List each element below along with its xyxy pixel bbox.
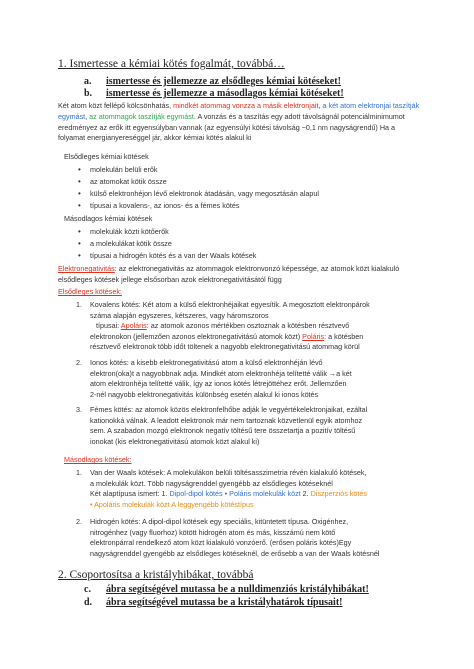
term-label: Elektronegativitás [58,264,115,273]
van-der-waals-item: Van der Waals kötések: A molekulákon belüli töltésasszimetria révén kialakuló kötések, a molekulák közt. Több nagyságrenddel gyengébb az elsődleges kötéseknél Két alaptípusa ismert: 1. Dipol-dipol kötés • Poláris molekulák közt 2. Diszperziós kötés • Apoláris molekulák közt A leggyengébb kötéstípus [90,468,430,510]
question-number: 1. [58,58,67,70]
item-number: 3. [76,405,82,414]
question-2c [84,584,369,595]
list-item: • típusai a kovalens-, az ionos- és a fémes kötés [90,201,239,210]
item-number: 2. [76,517,82,526]
highlight-orange: • Apoláris molekulák közt A leggyengébb kötéstípus [90,499,254,509]
highlight-orange: Diszperziós kötés [310,489,367,499]
highlight-blue: a két atom elektronjai taszítják egymást [58,101,420,121]
covalent-bond-item: Kovalens kötés: Két atom a külső elektronhéjaikat egyesítik. A megosztott elektronpárok száma alapján egyszeres, kétszeres, vagy háromszoros típusai: Apoláris: az atomok azonos mértékben osztoznak a kötésben résztvevő elektronokon (jellemzően azonos elektronegativitású atomok közt) Poláris: a kötésben résztvevő elektronok több időt töltenek a nagyobb elektronegativitású atommag körül [90,300,370,352]
list-item: • az atomokat kötik össze [90,177,167,186]
question-1a [84,76,341,87]
list-item: • molekulán belüli erők [90,165,158,174]
primary-bonds-title: Elsődleges kémiai kötések [64,152,149,161]
item-number: 1. [76,468,82,477]
question-1b [84,88,344,99]
item-label: d. [84,597,93,608]
term-polar: Poláris [302,331,325,341]
highlight-green: az atommagok taszítják egymást [89,111,194,121]
intro-paragraph: Két atom közt fellépő kölcsönhatás, mindkét atommag vonzza a másik elektronjait, a két atom elektronjai taszítják egymást, az atommagok taszítják egymást. A vonzás és a taszítás egy adott távolságnál potenciálminimumot eredményez az erők itt egyensúlyban vannak (az egyensúlyi kötési távolság ~0,1 nm nagyságrendű) Ha a folyamat energianyereséggel jár, akkor kémiai kötés alakul ki [58,101,420,143]
question-2d [84,597,342,608]
electronegativity-paragraph: Elektronegativitás: az elektronegativitás az atommagok elektronvonzó képessége, az atomok közt kialakuló elsődleges kötések jellege elsősorban azok elektronegativitásától függ [58,264,400,284]
hydrogen-bond-item: Hidrogén kötés: A dipol-dipol kötések egy speciális, kitüntetett típusa. Oxigénhez, nitrogénhez (vagy fluorhoz) kötött hidrogén atom és más, kisszámú nem kötő elektronpárral rendelkező atom közt kialakuló vonzóerő. (erősen poláris kötés)Egy nagyságrenddel gyengébb az elsődleges kötéseknél, de erősebb a van der Waals kötésnél [90,517,380,558]
item-label: a. [84,76,92,87]
highlight-red: mindkét atommag vonzza a másik elektronjait [173,101,319,110]
item-text: ábra segítségével mutassa be a nulldimenziós kristályhibákat! [106,584,369,595]
question-1-heading [58,58,285,70]
primary-bonds-heading: Elsődleges kötések: [58,287,122,296]
secondary-bonds-title: Másodlagos kémiai kötések [64,214,153,223]
question-2-heading [58,569,253,581]
item-text: ábra segítségével mutassa be a kristályhatárok típusait! [106,597,343,608]
list-item: • külső elektronhéjon lévő elektronok átadásán, vagy megosztásán alapul [90,189,319,198]
list-item: • molekulák közti kötőerők [90,227,169,236]
item-label: c. [84,584,91,595]
item-number: 2. [76,358,82,367]
item-label: b. [84,88,93,99]
question-title: Csoportosítsa a kristályhibákat, továbbá [69,569,254,581]
list-item: • típusai a hidrogén kötés és a van der Waals kötések [90,251,256,260]
secondary-bonds-heading: Másodlagos kötések: [64,455,132,464]
list-item: • a molekulákat kötik össze [90,239,172,248]
question-number: 2. [58,569,67,581]
highlight-blue: Dipol-dipol kötés • Poláris molekulák közt [169,489,301,499]
item-text: ismertesse és jellemezze az elsődleges kémiai kötéseket! [106,76,341,87]
item-text: ismertesse és jellemezze a másodlagos kémiai kötéseket! [106,88,344,99]
term-apolar: Apoláris [120,321,147,331]
question-title: Ismertesse a kémiai kötés fogalmát, továbbá… [69,58,285,70]
ionic-bond-item: Ionos kötés: a kisebb elektronegativitású atom a külső elektronhéján lévő elektron(oka)t a nagyobbnak adja. Mindkét atom elektronhéja telítetté válik →a két atom elektronhéja telítetté válik, így az ionos kötés létrejöttéhez erőt. Jellemzően 2-nél nagyobb elektronegativitás különbség esetén alakul ki ionos kötés [90,358,352,399]
metallic-bond-item: Fémes kötés: az atomok közös elektronfelhőbe adják le vegyértékelektronjaikat, ezáltal kationokká válnak. A leadott elektronok már nem tartoznak közvetlenül egyik atomhoz sem. A szabadon mozgó elektronok negatív töltésű tere összetartja a pozitív töltésű ionokat (kis elektronegativitású atomok közt alakul ki) [90,405,368,446]
item-number: 1. [76,300,82,309]
